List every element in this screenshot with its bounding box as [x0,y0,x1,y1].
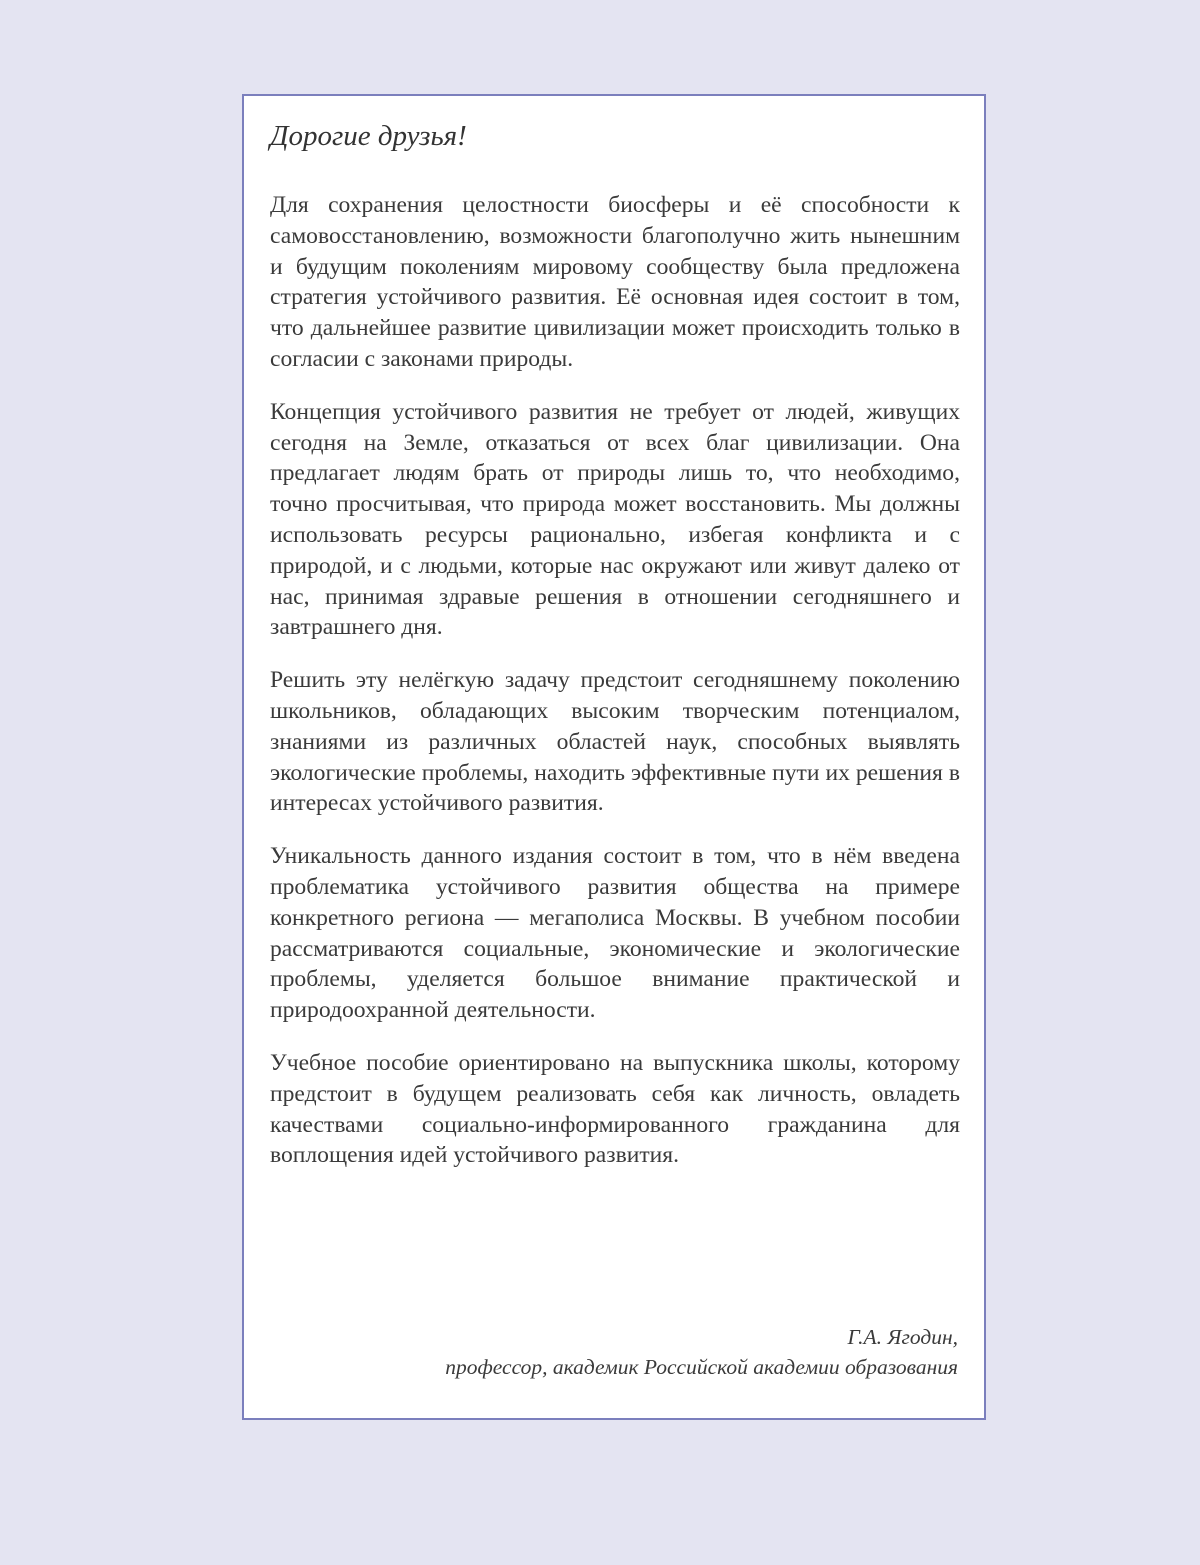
paragraph-4: Уникальность данного издания состоит в том, что в нём введена проблематика устойчивого развития общества на примере конкретного региона — мегаполиса Москвы. В учебном пособии рассматриваются социальные, экономические и экологические проблемы, уделяется большое внимание практической и природоохранной деятельности. [270,843,960,1024]
signature-title: профессор, академик Российской академии образования [445,1355,958,1379]
signature-block [445,1322,958,1382]
paragraph-1: Для сохранения целостности биосферы и её способности к самовосстановлению, возможности благополучно жить нынешним и будущим поколениям мировому сообществу была предложена стратегия устойчивого развития. Её основная идея состоит в том, что дальнейшее развитие цивилизации может происходить только в согласии с законами природы. [270,192,960,372]
signature-name: Г.А. Ягодин, [847,1325,958,1349]
letter-content [270,116,960,1193]
paragraph-2: Концепция устойчивого развития не требует от людей, живущих сегодня на Земле, отказаться от всех благ цивилизации. Она предлагает людям брать от природы лишь то, что необходимо, точно просчитывая, что природа может восстановить. Мы должны использовать ресурсы рационально, избегая конфликта и с природой, и с людьми, которые нас окружают или живут далеко от нас, принимая здравые решения в отношении сегодняшнего и завтрашнего дня. [270,398,960,641]
letter-frame [242,94,986,1420]
paragraph-5: Учебное пособие ориентировано на выпускника школы, которому предстоит в будущем реализовать себя как личность, овладеть качествами социально-информированного гражданина для воплощения идей устойчивого развития. [270,1049,960,1169]
paragraph-3: Решить эту нелёгкую задачу предстоит сегодняшнему поколению школьников, обладающих высоким творческим потенциалом, знаниями из различных областей наук, способных выявлять экологические проблемы, находить эффективные пути их решения в интересах устойчивого развития. [270,667,960,817]
greeting-heading: Дорогие друзья! [270,120,467,152]
